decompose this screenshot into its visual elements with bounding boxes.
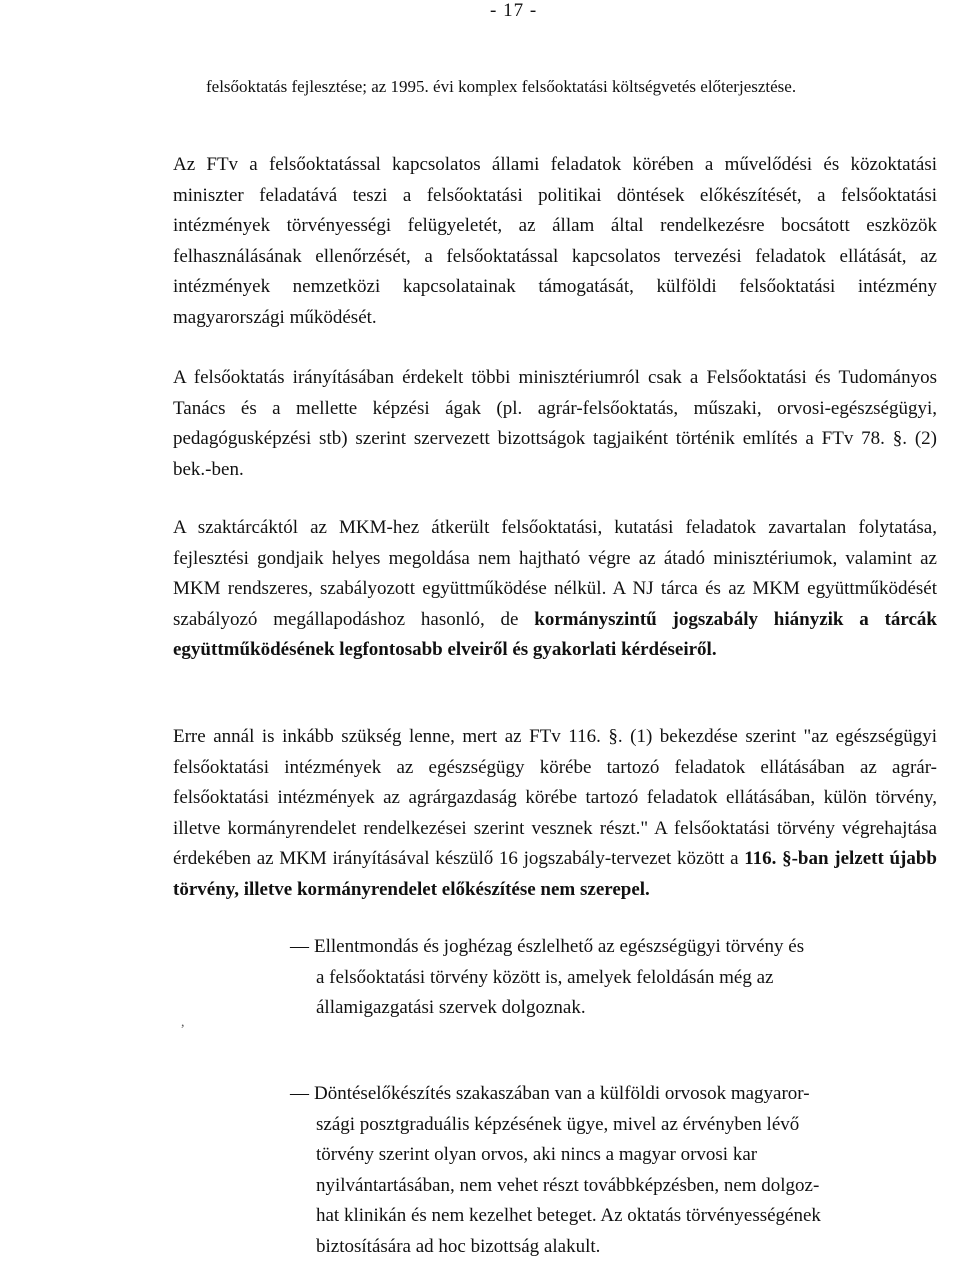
paragraph-ftv-116-emphasis: 116. §-ban jelzett újabb törvény, illetve kormányrendelet előkészítése nem szerepel. xyxy=(173,848,937,900)
paragraph-ministry-duties: Az FTv a felsőoktatással kapcsolatos állami feladatok körében a művelődési és közoktatási miniszter feladatává teszi a felsőoktatási politikai döntések előkészítését, a felsőoktatási intézmények törvényességi felügyeletét, az állam által rendelkezésre bocsátott eszközök felhasználásának ellenőrzését, a felsőoktatással kapcsolatos tervezési feladatok ellátását, az intézmények nemzetközi kapcsolatainak támogatását, külföldi felsőoktatási intézmény magyarországi működését. xyxy=(173,150,937,333)
paragraph-cooperation-text: A szaktárcáktól az MKM-hez átkerült felsőoktatási, kutatási feladatok zavartalan folytatása, fejlesztési gondjaik helyes megoldása nem hajtható végre az átadó minisztériumok, valamint az MKM rendszeres, szabályozott együttműködése nélkül. A NJ tárca és az MKM együttműködését szabályozó megállapodáshoz hasonló, de xyxy=(173,517,937,630)
bullet-dash: — xyxy=(290,1079,316,1110)
paragraph-cooperation-emphasis: kormányszintű jogszabály hiányzik a tárcák együttműködésének legfontosabb elveiről és gyakorlati kérdéseiről. xyxy=(173,609,937,661)
bullet-item xyxy=(290,932,937,1024)
intro-paragraph: felsőoktatás fejlesztése; az 1995. évi komplex felsőoktatási költségvetés előterjesztése. xyxy=(206,74,934,99)
bullet-text xyxy=(316,1079,937,1262)
paragraph-cooperation xyxy=(173,513,937,666)
bullet-line: a felsőoktatási törvény között is, amelyek feloldásán még az xyxy=(316,963,937,994)
paragraph-other-ministries: A felsőoktatás irányításában érdekelt többi minisztériumról csak a Felsőoktatási és Tudományos Tanács és a mellette képzési ágak (pl. agrár-felsőoktatás, műszaki, orvosi-egészségügyi, pedagógusképzési stb) szerint szervezett bizottságok tagjaiként történik említés a FTv 78. §. (2) bek.-ben. xyxy=(173,363,937,485)
bullet-item xyxy=(290,1079,937,1262)
bullet-dash: — xyxy=(290,932,316,963)
bullet-line: Döntéselőkészítés szakaszában van a külföldi orvosok magyaror- xyxy=(314,1079,937,1110)
page-number: - 17 - xyxy=(490,0,537,22)
bullet-line: törvény szerint olyan orvos, aki nincs a magyar orvosi kar xyxy=(316,1140,937,1171)
bullet-line: államigazgatási szervek dolgoznak. xyxy=(316,993,937,1024)
bullet-line: szági posztgraduális képzésének ügye, mivel az érvényben lévő xyxy=(316,1110,937,1141)
bullet-line: hat klinikán és nem kezelhet beteget. Az oktatás törvényességének xyxy=(316,1201,937,1232)
bullet-text xyxy=(316,932,937,1024)
bullet-line: Ellentmondás és joghézag észlelhető az egészségügyi törvény és xyxy=(314,932,937,963)
bullet-line: nyilvántartásában, nem vehet részt továbbképzésben, nem dolgoz- xyxy=(316,1171,937,1202)
paragraph-ftv-116-text: Erre annál is inkább szükség lenne, mert az FTv 116. §. (1) bekezdése szerint "az egészségügyi felsőoktatási intézmények az egészségügy körébe tartozó feladatok ellátásában az agrár-felsőoktatási intézmények az agrárgazdaság körébe tartozó feladatok ellátásában, külön törvény, illetve kormányrendelet rendelkezései szerint vesznek részt." A felsőoktatási törvény végrehajtása érdekében az MKM irányításával készülő 16 jogszabály-tervezet között a xyxy=(173,726,937,869)
stray-mark: , xyxy=(181,1016,185,1030)
bullet-line: biztosítására ad hoc bizottság alakult. xyxy=(316,1232,937,1262)
paragraph-ftv-116 xyxy=(173,722,937,905)
